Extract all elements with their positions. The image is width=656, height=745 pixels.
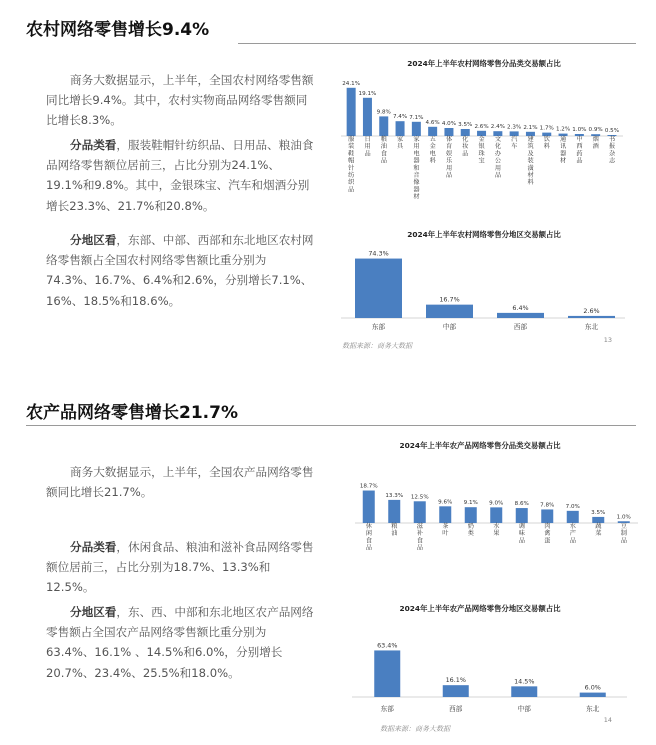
rural_category-data-label: 4.0% bbox=[441, 121, 457, 127]
rural_category-category-label: 烟酒 bbox=[592, 136, 599, 151]
rural_category-data-label: 2.3% bbox=[507, 124, 522, 131]
rural_category-data-label: 2.1% bbox=[523, 124, 538, 131]
section1-paragraph-2: 分品类看，服装鞋帽针纺织品、日用品、粮油食品网络零售额位居前三，占比分别为24.1%、19.1%和9.8%。其中，金银珠宝、汽车和烟酒分别增长23.3%、21.7%和20.8%。 bbox=[46, 138, 314, 213]
rural_region-bar bbox=[426, 305, 473, 318]
agri_category-bar bbox=[516, 508, 528, 523]
agri_region-data-label: 14.5% bbox=[514, 677, 535, 686]
agri_region-bar bbox=[374, 650, 400, 697]
rural_category-category-label: 金银珠宝 bbox=[478, 136, 485, 165]
rural_category-category-label: 中西药品 bbox=[576, 136, 583, 165]
agri_category-category-label: 滋补食品 bbox=[416, 523, 423, 552]
agri_category-category-label: 休闲食品 bbox=[365, 523, 372, 552]
rural_category-data-label: 4.6% bbox=[425, 119, 440, 126]
agri_category-category-label: 水产品 bbox=[569, 523, 576, 545]
agri_category-data-label: 12.5% bbox=[410, 494, 429, 501]
rural_category-data-label: 24.1% bbox=[342, 80, 361, 87]
agri_region-data-label: 6.0% bbox=[584, 683, 601, 692]
agri_category-category-label: 粮油 bbox=[391, 523, 398, 538]
rural_category-category-label: 粮油食品 bbox=[380, 136, 387, 165]
rural_category-data-label: 1.2% bbox=[555, 126, 571, 133]
rural_category-category-label: 通讯器材 bbox=[560, 136, 567, 165]
rural_category-bar bbox=[396, 121, 405, 136]
section2-title: 农产品网络零售增长21.7% bbox=[26, 403, 238, 423]
rural_region-category-label: 中部 bbox=[442, 323, 457, 331]
rural_region-category-label: 西部 bbox=[513, 323, 528, 331]
agri_region-title: 2024年上半年农产品网络零售分地区交易额占比 bbox=[399, 604, 561, 613]
section1-title: 农村网络零售增长9.4% bbox=[26, 20, 210, 40]
rural_category-data-label: 0.9% bbox=[588, 127, 603, 134]
rural_region-category-label: 东部 bbox=[371, 323, 386, 331]
agri_category-data-label: 9.6% bbox=[438, 499, 453, 506]
agri_region-bar bbox=[511, 686, 537, 697]
agri_region-category-label: 西部 bbox=[449, 705, 463, 713]
agri_region-bar bbox=[580, 693, 606, 697]
section2-paragraph-1: 商务大数据显示，上半年，全国农产品网络零售额同比增长21.7%。 bbox=[46, 465, 314, 500]
rural_category-data-label: 3.5% bbox=[458, 122, 473, 128]
rural_region-data-label: 2.6% bbox=[583, 306, 600, 315]
section1-paragraph-1: 商务大数据显示，上半年，全国农村网络零售额同比增长9.4%。其中，农村实物商品网络零售额同比增长8.3%。 bbox=[46, 73, 314, 128]
section1-source-note: 数据来源：商务大数据 bbox=[342, 342, 412, 350]
rural_region-bar bbox=[497, 313, 544, 318]
agri_category-data-label: 9.1% bbox=[463, 500, 478, 507]
rural_category-data-label: 19.1% bbox=[358, 90, 377, 97]
agri_category-data-label: 7.0% bbox=[565, 503, 580, 510]
section2-paragraph-3: 分地区看，东、西、中部和东北地区农产品网络零售额占全国农产品网络零售额比重分别为63.4%、16.1% 、14.5%和6.0%，分别增长20.7%、23.4%、25.5%和18.0%。 bbox=[46, 605, 314, 680]
rural_category-bar bbox=[347, 88, 356, 136]
agri_category-category-label: 茶叶 bbox=[442, 523, 449, 538]
rural_category-bar bbox=[379, 116, 388, 136]
agri_category-data-label: 8.6% bbox=[514, 501, 529, 508]
rural_region-category-label: 东北 bbox=[584, 323, 599, 331]
section2-paragraph-2: 分品类看，休闲食品、粮油和滋补食品网络零售额位居前三，占比分别为18.7%、13.3%和12.5%。 bbox=[46, 540, 314, 595]
rural_region-data-label: 74.3% bbox=[368, 249, 389, 258]
agri_category-bar bbox=[490, 507, 502, 523]
agri_category-bar bbox=[567, 511, 579, 523]
rural_category-category-label: 建筑及装潢材料 bbox=[527, 136, 534, 187]
rural_category-category-label: 书报杂志 bbox=[608, 136, 616, 165]
agri_category-data-label: 13.3% bbox=[385, 492, 404, 499]
rural_category-data-label: 7.4% bbox=[392, 114, 408, 121]
rural_category-category-label: 家用电器和音像器材 bbox=[413, 136, 420, 201]
agri_region-bar bbox=[443, 685, 469, 697]
agri_category-bar bbox=[439, 506, 451, 523]
agri_category-bar bbox=[541, 509, 553, 523]
rural_category-category-label: 汽车 bbox=[511, 136, 518, 151]
agri_category-data-label: 1.0% bbox=[616, 514, 631, 521]
agri_category-bar bbox=[363, 491, 375, 523]
rural_category-title: 2024年上半年农村网络零售分品类交易额占比 bbox=[407, 59, 561, 68]
rural_category-data-label: 0.5% bbox=[604, 128, 620, 134]
rural_category-data-label: 2.6% bbox=[474, 123, 489, 130]
agri_category-bar bbox=[388, 500, 400, 523]
agri_category-category-label: 蔬菜 bbox=[595, 523, 602, 538]
agri_category-category-label: 调味品 bbox=[518, 523, 525, 545]
rural_category-category-label: 日用品 bbox=[364, 136, 371, 158]
rural_category-data-label: 9.8% bbox=[376, 109, 391, 116]
agri_category-category-label: 肉禽蛋 bbox=[544, 523, 551, 545]
rural_region-title: 2024年上半年农村网络零售分地区交易额占比 bbox=[407, 230, 561, 239]
rural_category-category-label: 体育娱乐用品 bbox=[445, 136, 453, 179]
section1-paragraph-3: 分地区看，东部、中部、西部和东北地区农村网络零售额占全国农村网络零售额比重分别为74.3%、16.7%、6.4%和2.6%，分别增长7.1%、16%、18.5%和18.6%。 bbox=[46, 233, 314, 308]
rural_category-data-label: 7.1% bbox=[409, 114, 424, 121]
rural_category-bar bbox=[412, 122, 421, 136]
agri_region-category-label: 中部 bbox=[517, 705, 531, 713]
rural_category-bar bbox=[363, 98, 372, 136]
section2-page-number: 14 bbox=[603, 716, 612, 724]
rural_category-category-label: 五金电料 bbox=[429, 136, 436, 165]
agri_category-data-label: 18.7% bbox=[359, 483, 378, 490]
section2-source-note: 数据来源：商务大数据 bbox=[380, 725, 450, 733]
rural_category-category-label: 文化办公用品 bbox=[494, 136, 502, 179]
rural_category-bar bbox=[428, 127, 437, 136]
agri_region-category-label: 东部 bbox=[380, 705, 394, 713]
agri_region-category-label: 东北 bbox=[586, 705, 600, 713]
section1-page-number: 13 bbox=[603, 336, 612, 344]
agri_category-category-label: 豆制品 bbox=[620, 523, 627, 545]
rural_category-category-label: 家具 bbox=[397, 136, 404, 151]
rural_region-data-label: 16.7% bbox=[439, 295, 460, 304]
agri_category-category-label: 水果 bbox=[493, 523, 500, 538]
rural_region-data-label: 6.4% bbox=[512, 303, 529, 312]
rural_category-data-label: 2.4% bbox=[490, 124, 505, 131]
agri_category-data-label: 3.5% bbox=[591, 509, 606, 516]
agri_region-data-label: 16.1% bbox=[445, 676, 466, 685]
rural_category-category-label: 饮料 bbox=[543, 136, 550, 151]
agri_category-category-label: 奶类 bbox=[467, 523, 474, 538]
agri_category-data-label: 9.0% bbox=[489, 500, 504, 507]
rural_category-bar bbox=[461, 129, 470, 136]
agri_category-bar bbox=[465, 507, 477, 523]
rural_category-category-label: 服装鞋帽针纺织品 bbox=[348, 136, 355, 194]
agri_category-title: 2024年上半年农产品网络零售分品类交易额占比 bbox=[399, 441, 561, 450]
agri_category-data-label: 7.8% bbox=[540, 502, 555, 509]
agri_category-bar bbox=[414, 501, 426, 523]
agri_region-data-label: 63.4% bbox=[377, 641, 398, 650]
rural_region-bar bbox=[568, 316, 615, 318]
rural_category-category-label: 化妆品 bbox=[462, 136, 469, 158]
rural_category-data-label: 1.0% bbox=[572, 127, 587, 133]
rural_region-bar bbox=[355, 259, 402, 318]
rural_category-data-label: 1.7% bbox=[539, 125, 554, 132]
rural_category-bar bbox=[444, 128, 453, 136]
